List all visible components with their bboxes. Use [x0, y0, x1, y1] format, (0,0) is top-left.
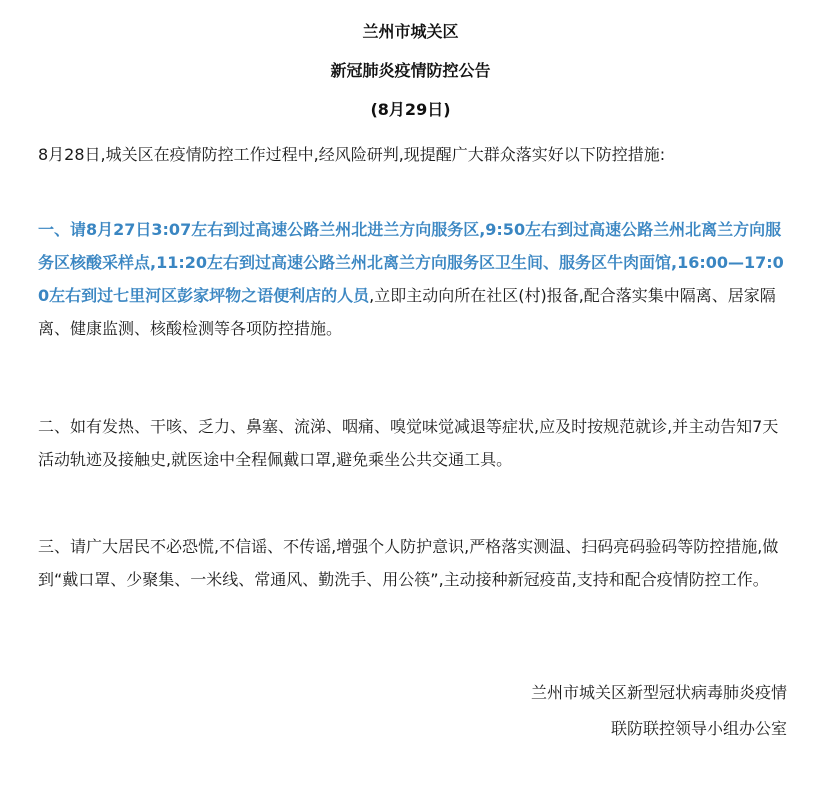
- title-district: 兰州市城关区: [362, 22, 459, 41]
- item-1-highlight: 一、请8月27日3:07左右到过高速公路兰州北进兰方向服务区,9:50左右到过高速公路兰州北离兰方向服务区核酸采样点,11:20左右到过高速公路兰州北离兰方向服务区卫生间、服务区牛肉面馆,16:00—17:00左右到过七里河区彭家坪物之语便利店的人员: [38, 220, 784, 305]
- title-announcement: 新冠肺炎疫情防控公告: [330, 61, 491, 80]
- item-1-rest: ,立即主动向所在社区(村)报备,配合落实集中隔离、居家隔离、健康监测、核酸检测等各项防控措施。: [38, 286, 776, 338]
- signature-line-1: 兰州市城关区新型冠状病毒肺炎疫情: [530, 683, 787, 702]
- signature-line-2: 联防联控领导小组办公室: [610, 719, 787, 738]
- item-3-paragraph: 三、请广大居民不必恐慌,不信谣、不传谣,增强个人防护意识,严格落实测温、扫码亮码验码等防控措施,做到“戴口罩、少聚集、一米线、常通风、勤洗手、用公筷”,主动接种新冠疫苗,支持和配合疫情防控工作。: [38, 537, 779, 589]
- title-block: [0, 22, 821, 139]
- intro-paragraph: 8月28日,城关区在疫情防控工作过程中,经风险研判,现提醒广大群众落实好以下防控措施:: [38, 145, 666, 164]
- item-1-paragraph: [38, 213, 788, 345]
- signature-block: [531, 675, 787, 747]
- item-2-paragraph: 二、如有发热、干咳、乏力、鼻塞、流涕、咽痛、嗅觉味觉减退等症状,应及时按规范就诊,并主动告知7天活动轨迹及接触史,就医途中全程佩戴口罩,避免乘坐公共交通工具。: [38, 417, 779, 469]
- title-date: (8月29日): [370, 100, 451, 119]
